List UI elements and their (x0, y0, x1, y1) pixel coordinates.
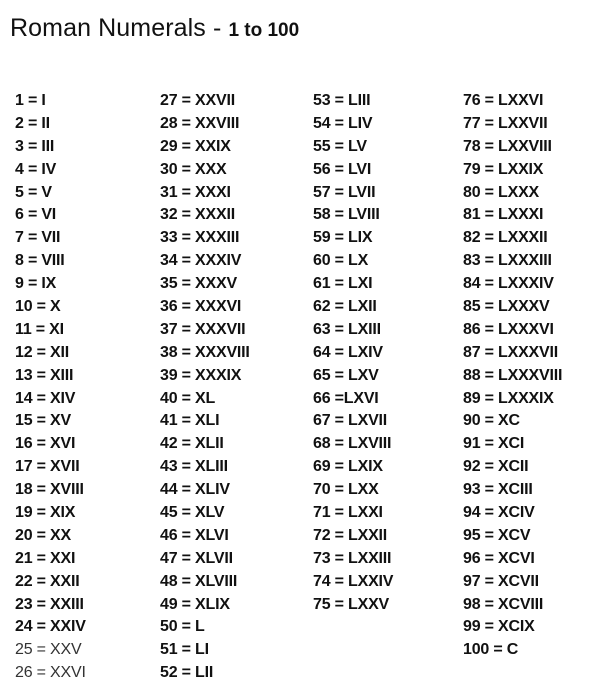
numeral-entry: 59 = LIX (313, 229, 373, 247)
numeral-entry: 65 = LXV (313, 366, 379, 384)
numeral-entry: 73 = LXXIII (313, 549, 392, 567)
numeral-entry: 53 = LIII (313, 92, 371, 109)
numeral-entry: 97 = XCVII (463, 572, 539, 590)
numeral-entry: 43 = XLIII (160, 458, 228, 476)
numeral-entry: 35 = XXXV (160, 275, 237, 293)
numeral-entry: 44 = XLIV (160, 481, 230, 499)
numeral-column-3 (313, 90, 463, 616)
numeral-entry: 82 = LXXXII (463, 229, 548, 247)
numeral-entry: 9 = IX (15, 275, 57, 293)
numeral-entry: 90 = XC (463, 412, 520, 430)
numeral-entry: 86 = LXXXVI (463, 320, 554, 338)
numeral-entry: 85 = LXXXV (463, 298, 550, 316)
numeral-entry: 100 = C (463, 641, 519, 659)
numeral-entry: 84 = LXXXIV (463, 275, 554, 293)
numeral-entry: 83 = LXXXIII (463, 252, 552, 270)
numeral-entry: 50 = L (160, 618, 205, 636)
numeral-entry: 77 = LXXVII (463, 114, 548, 132)
numeral-entry: 23 = XXIII (15, 595, 84, 613)
numeral-entry: 45 = XLV (160, 504, 225, 522)
numeral-entry: 80 = LXXX (463, 183, 540, 201)
numeral-entry: 89 = LXXXIX (463, 389, 554, 407)
numeral-entry: 2 = II (15, 114, 50, 132)
numeral-entry: 30 = XXX (160, 160, 227, 178)
numeral-entry: 54 = LIV (313, 114, 373, 132)
numeral-entry: 1 = I (15, 92, 46, 109)
numeral-entry: 40 = XL (160, 389, 216, 407)
numeral-entry: 16 = XVI (15, 435, 76, 453)
page-title-main: Roman Numerals - (10, 14, 229, 42)
numeral-entry: 96 = XCVI (463, 549, 535, 567)
numeral-entry: 87 = LXXXVII (463, 343, 558, 361)
numeral-entry: 4 = IV (15, 160, 57, 178)
numeral-entry: 14 = XIV (15, 389, 76, 407)
numeral-entry: 24 = XXIV (15, 618, 86, 636)
numeral-entry: 58 = LVIII (313, 206, 380, 224)
numeral-entry: 78 = LXXVIII (463, 137, 552, 155)
numeral-entry: 32 = XXXII (160, 206, 235, 224)
numeral-entry: 57 = LVII (313, 183, 376, 201)
numeral-entry: 26 = XXVI (15, 664, 86, 682)
numeral-entry: 25 = XXV (15, 641, 82, 659)
numeral-column-2 (160, 90, 310, 685)
numeral-entry: 28 = XXVIII (160, 114, 240, 132)
numeral-entry: 20 = XX (15, 526, 71, 544)
numeral-entry: 36 = XXXVI (160, 298, 242, 316)
numeral-entry: 52 = LII (160, 664, 214, 682)
numeral-entry: 39 = XXXIX (160, 366, 242, 384)
numeral-entry: 55 = LV (313, 137, 367, 155)
numeral-entry: 37 = XXXVII (160, 320, 246, 338)
numeral-entry: 22 = XXII (15, 572, 80, 590)
numeral-entry: 93 = XCIII (463, 481, 533, 499)
numeral-entry: 46 = XLVI (160, 526, 229, 544)
numeral-entry: 92 = XCII (463, 458, 529, 476)
numeral-columns (0, 90, 600, 690)
page-title (10, 8, 299, 48)
numeral-entry: 19 = XIX (15, 504, 76, 522)
numeral-entry: 34 = XXXIV (160, 252, 242, 270)
numeral-entry: 62 = LXII (313, 298, 377, 316)
numeral-entry: 68 = LXVIII (313, 435, 392, 453)
numeral-column-4 (463, 90, 600, 662)
numeral-entry: 69 = LXIX (313, 458, 383, 476)
numeral-entry: 18 = XVIII (15, 481, 84, 499)
numeral-entry: 71 = LXXI (313, 504, 383, 522)
numeral-entry: 27 = XXVII (160, 92, 235, 109)
numeral-entry: 38 = XXXVIII (160, 343, 250, 361)
numeral-entry: 3 = III (15, 137, 55, 155)
numeral-entry: 99 = XCIX (463, 618, 535, 636)
numeral-entry: 74 = LXXIV (313, 572, 394, 590)
numeral-entry: 12 = XII (15, 343, 69, 361)
numeral-entry: 75 = LXXV (313, 595, 390, 613)
numeral-entry: 81 = LXXXI (463, 206, 544, 224)
numeral-entry: 8 = VIII (15, 252, 65, 270)
numeral-column-1 (15, 90, 165, 685)
numeral-entry: 67 = LXVII (313, 412, 388, 430)
numeral-entry: 15 = XV (15, 412, 71, 430)
numeral-entry: 98 = XCVIII (463, 595, 544, 613)
numeral-entry: 11 = XI (15, 320, 64, 338)
numeral-entry: 49 = XLIX (160, 595, 230, 613)
numeral-entry: 41 = XLI (160, 412, 220, 430)
numeral-entry: 76 = LXXVI (463, 92, 544, 109)
numeral-entry: 6 = VI (15, 206, 57, 224)
numeral-entry: 63 = LXIII (313, 320, 381, 338)
numeral-entry: 10 = X (15, 298, 61, 316)
page-title-sub: 1 to 100 (228, 20, 300, 41)
numeral-entry: 95 = XCV (463, 526, 531, 544)
numeral-entry: 70 = LXX (313, 481, 379, 499)
numeral-entry: 42 = XLII (160, 435, 224, 453)
numeral-entry: 7 = VII (15, 229, 61, 247)
numeral-entry: 47 = XLVII (160, 549, 233, 567)
numeral-entry: 33 = XXXIII (160, 229, 240, 247)
numeral-entry: 94 = XCIV (463, 504, 535, 522)
numeral-entry: 31 = XXXI (160, 183, 231, 201)
numeral-entry: 66 =LXVI (313, 389, 379, 407)
numeral-entry: 72 = LXXII (313, 526, 388, 544)
numeral-entry: 91 = XCI (463, 435, 525, 453)
numeral-entry: 17 = XVII (15, 458, 80, 476)
numeral-entry: 79 = LXXIX (463, 160, 544, 178)
numeral-entry: 5 = V (15, 183, 52, 201)
numeral-entry: 61 = LXI (313, 275, 373, 293)
numeral-entry: 13 = XIII (15, 366, 74, 384)
numeral-entry: 56 = LVI (313, 160, 372, 178)
numeral-entry: 51 = LI (160, 641, 209, 659)
numeral-entry: 88 = LXXXVIII (463, 366, 563, 384)
numeral-entry: 64 = LXIV (313, 343, 383, 361)
numeral-entry: 29 = XXIX (160, 137, 231, 155)
numeral-entry: 60 = LX (313, 252, 369, 270)
numeral-entry: 48 = XLVIII (160, 572, 238, 590)
numeral-entry: 21 = XXI (15, 549, 76, 567)
